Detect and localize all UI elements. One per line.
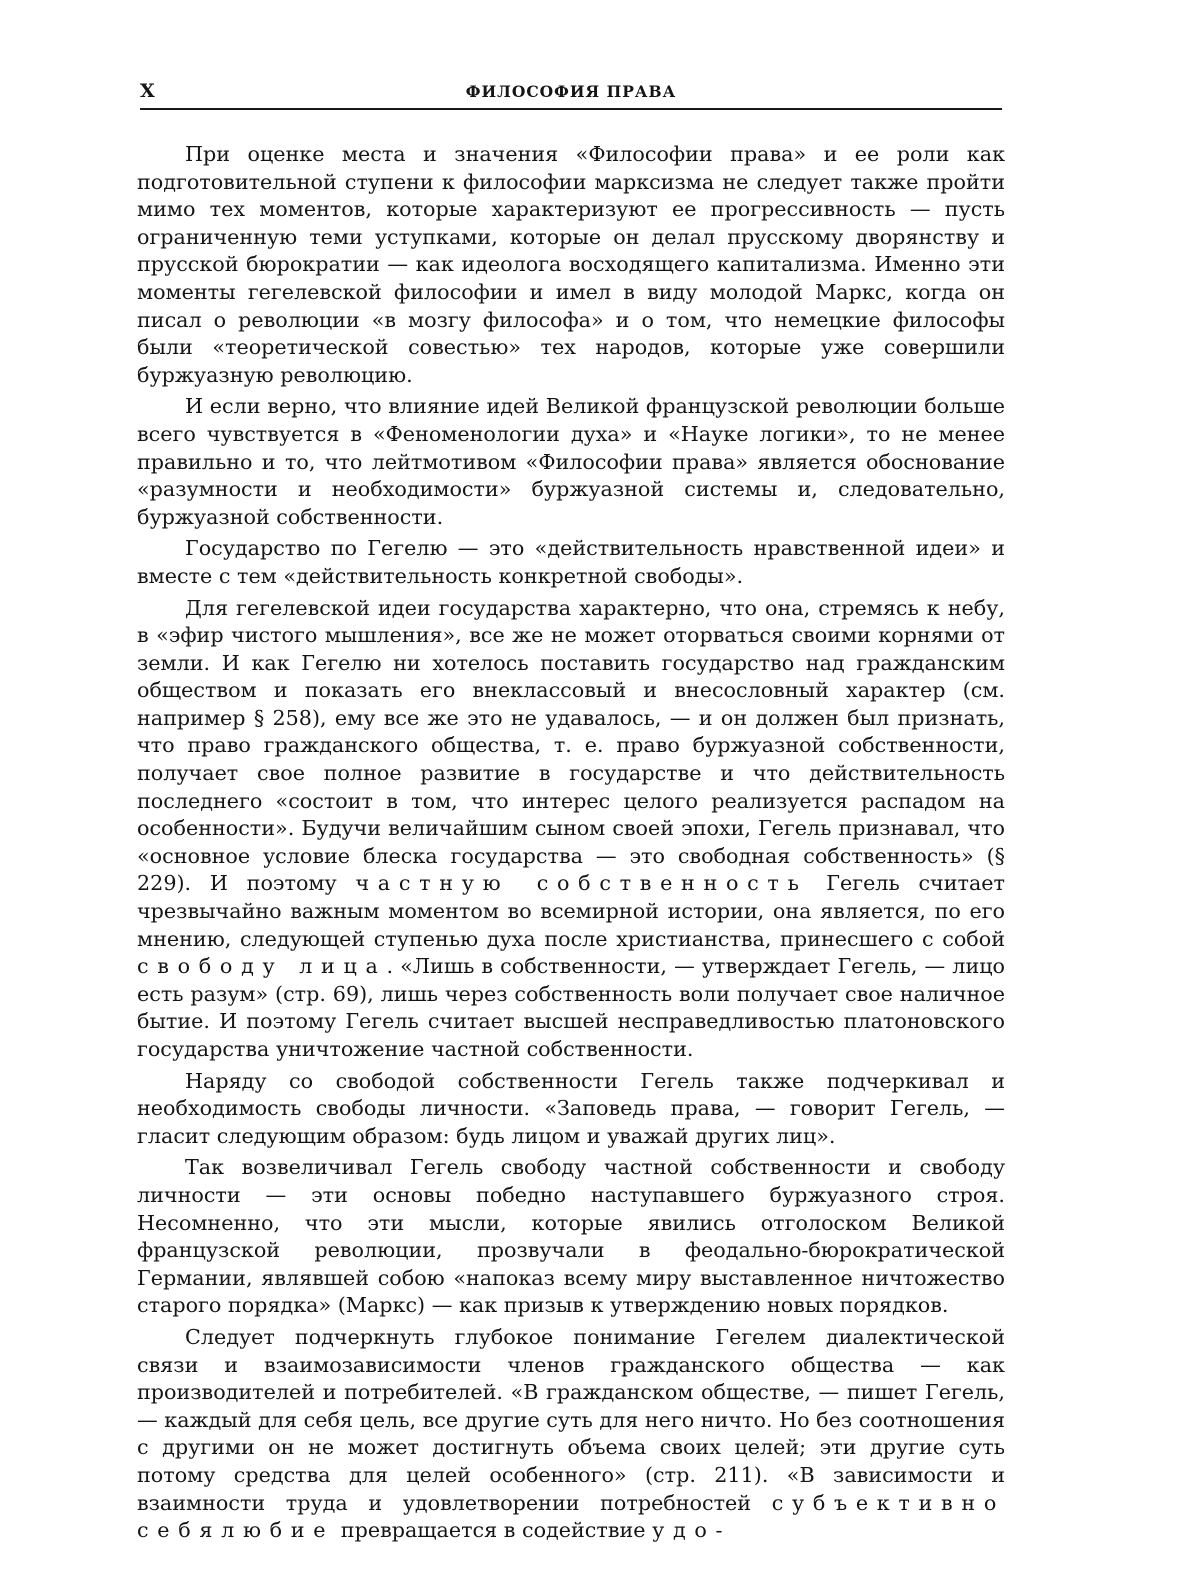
paragraph (137, 141, 1005, 389)
text-run: И если верно, что влияние идей Великой французской революции больше всего чувствуется в «Феноменологии духа» и «Науке логики», то не менее правильно и то, что лейтмотивом «Философии права» является обоснование «разумности и необходимости» буржуазной системы и, следовательно, буржуазной собственности. (137, 394, 1005, 529)
paragraph (137, 393, 1005, 531)
text-run: Государство по Гегелю — это «действительность нравственной идеи» и вместе с тем «действительность конкретной свободы». (137, 536, 1005, 588)
paragraph (137, 1154, 1005, 1320)
text-run: Наряду со свободой собственности Гегель также подчеркивал и необходимость свободы личности. «Заповедь права, — говорит Гегель, — гласит следующим образом: будь лицом и уважай других лиц». (137, 1068, 1005, 1148)
text-run: Гегель считает чрезвычайно важным моментом во всемирной истории, она является, по его мнению, следующей ступенью духа после христианства, принесшего с собой (137, 871, 1005, 951)
spaced-emphasis: частную собственность (355, 871, 808, 896)
body-text (137, 141, 1005, 1549)
paragraph (137, 595, 1005, 1064)
text-run: При оценке места и значения «Философии права» и ее роли как подготовительной ступени к философии марксизма не следует также пройти мимо тех моментов, которые характеризуют ее прогрессивность — пусть ограниченную теми уступками, которые он делал прусскому дворянству и прусской бюрократии — как идеолога восходящего капитализма. Именно эти моменты гегелевской философии и имел в виду молодой Маркс, когда он писал о революции «в мозгу философа» и о том, что немецкие философы были «теоретической совестью» тех народов, которые уже совершили буржуазную революцию. (137, 142, 1005, 387)
page-number: X (140, 80, 156, 102)
text-run: превращается в содействие (334, 1518, 653, 1543)
spaced-emphasis: удо- (652, 1518, 732, 1543)
text-run: Так возвеличивал Гегель свободу частной собственности и свободу личности — эти основы победно наступавшего буржуазного строя. Несомненно, что эти мысли, которые явились отголоском Великой французской революции, прозвучали в феодально-бюрократической Германии, являвшей собою «напоказ всему миру выставленное ничтожество старого порядка» (Маркс) — как призыв к утверждению новых порядков. (137, 1155, 1005, 1318)
text-run: . «Лишь в собственности, — утверждает Гегель, — лицо есть разум» (стр. 69), лишь через собственность воли получает свое наличное бытие. И поэтому Гегель считает высшей несправедливостью платоновского государства уничтожение частной собственности. (137, 954, 1005, 1061)
paragraph (137, 1068, 1005, 1151)
text-run: Для гегелевской идеи государства характерно, что она, стремясь к небу, в «эфир чистого мышления», все же не может оторваться своими корнями от земли. И как Гегелю ни хотелось поставить государство над гражданским обществом и показать его внеклассовый и внесословный характер (см. например § 258), ему все же это не удавалось, — и он должен был признать, что право гражданского общества, т. е. право буржуазной собственности, получает свое полное развитие в государстве и что действительность последнего «состоит в том, что интерес целого реализуется распадом на особенности». Будучи величайшим сыном своей эпохи, Гегель признавал, что «основное условие блеска государства — это свободная собственность» (§ 229). И поэтому (137, 595, 1005, 896)
header-rule (140, 108, 1002, 110)
text-run: Следует подчеркнуть глубокое понимание Гегелем диалектической связи и взаимозависимости членов гражданского общества — как производителей и потребителей. «В гражданском обществе, — пишет Гегель, — каждый для себя цель, все другие суть для него ничто. Но без соотношения с другими он не может достигнуть объема своих целей; эти другие суть потому средства для целей особенного» (стр. 211). «В зависимости и взаимности труда и удовлетворении потребностей (137, 1324, 1005, 1515)
running-title: ФИЛОСОФИЯ ПРАВА (465, 82, 677, 101)
spaced-emphasis: свободу лица (137, 954, 387, 979)
running-header (140, 76, 1002, 106)
paragraph (137, 1324, 1005, 1545)
paragraph (137, 535, 1005, 590)
spaced-emphasis: субъективно себялюбие (137, 1490, 1005, 1543)
